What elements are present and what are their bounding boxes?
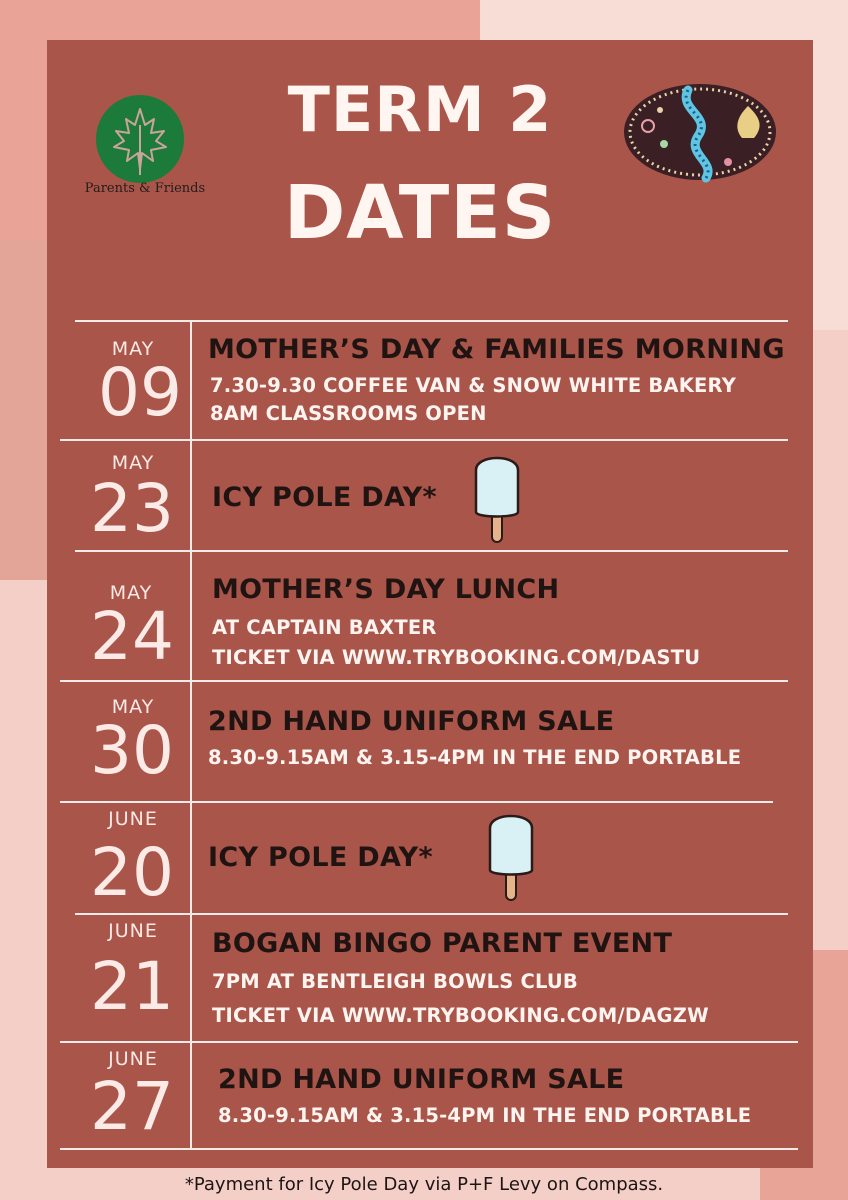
logo-text: Parents & Friends — [84, 181, 206, 196]
page-title-line2: DATES — [283, 170, 557, 256]
event-detail: 8.30-9.15AM & 3.15-4PM IN THE END PORTABLE — [218, 1104, 752, 1127]
event-detail: TICKET VIA WWW.TRYBOOKING.COM/DAGZW — [212, 1004, 709, 1027]
event-day: 21 — [90, 948, 174, 1025]
event-title: ICY POLE DAY* — [208, 842, 433, 873]
event-day: 24 — [90, 598, 174, 675]
icy-pole-icon — [472, 446, 522, 550]
event-month: JUNE — [108, 1048, 158, 1070]
event-title: ICY POLE DAY* — [212, 482, 437, 513]
event-month: MAY — [111, 696, 155, 718]
logo-circle — [96, 95, 184, 183]
divider — [60, 439, 788, 441]
divider — [60, 801, 773, 803]
event-title: MOTHER’S DAY & FAMILIES MORNING — [208, 334, 785, 365]
event-day: 23 — [90, 470, 174, 547]
event-detail: 8.30-9.15AM & 3.15-4PM IN THE END PORTABLE — [208, 746, 742, 769]
divider — [75, 913, 788, 915]
event-detail: 7.30-9.30 COFFEE VAN & SNOW WHITE BAKERY — [210, 374, 737, 397]
event-month: MAY — [109, 582, 153, 604]
event-detail: 7PM AT BENTLEIGH BOWLS CLUB — [212, 970, 578, 993]
event-detail: 8AM CLASSROOMS OPEN — [210, 402, 487, 425]
event-month: MAY — [111, 452, 155, 474]
maple-leaf-icon — [96, 95, 184, 183]
event-day: 27 — [90, 1068, 174, 1145]
page-title-line1: TERM 2 — [287, 73, 553, 146]
event-day: 30 — [90, 712, 174, 789]
footnote: *Payment for Icy Pole Day via P+F Levy on Compass. — [184, 1174, 664, 1195]
event-title: 2ND HAND UNIFORM SALE — [218, 1064, 625, 1095]
event-month: JUNE — [108, 808, 158, 830]
event-day: 20 — [90, 834, 174, 911]
divider — [75, 550, 788, 552]
divider — [60, 680, 788, 682]
event-title: 2ND HAND UNIFORM SALE — [208, 706, 615, 737]
divider — [60, 1041, 798, 1043]
event-month: JUNE — [108, 920, 158, 942]
event-detail: TICKET VIA WWW.TRYBOOKING.COM/DASTU — [212, 646, 701, 669]
parents-friends-logo — [70, 95, 220, 205]
event-month: MAY — [111, 338, 155, 360]
aboriginal-art-emblem — [620, 80, 780, 185]
divider — [60, 1148, 798, 1150]
event-title: MOTHER’S DAY LUNCH — [212, 574, 560, 605]
event-detail: AT CAPTAIN BAXTER — [212, 616, 437, 639]
icy-pole-icon — [486, 804, 536, 908]
dot-art-icon — [620, 80, 780, 185]
event-title: BOGAN BINGO PARENT EVENT — [212, 928, 673, 959]
event-day: 09 — [98, 354, 182, 431]
divider — [75, 320, 788, 322]
